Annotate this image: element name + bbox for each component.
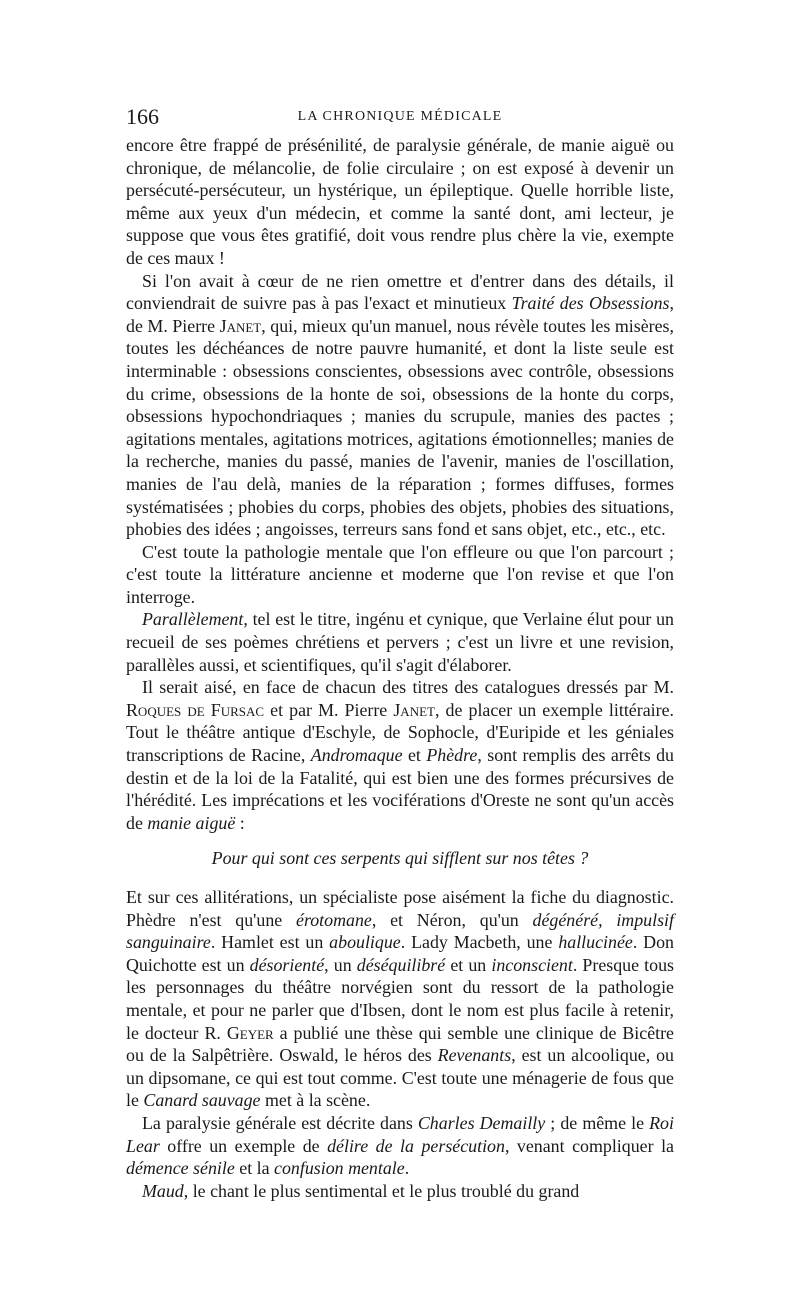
text-run: , de placer un exemple littéraire. Tout le théâtre antique d'Eschyle, de Sophocle, d'Euripide et les géniales transcriptions de Racine, xyxy=(126,699,674,766)
text-run: La paralysie générale est décrite dans xyxy=(142,1112,418,1133)
italic-run: manie aiguë xyxy=(147,812,236,833)
italic-run: Parallèlement xyxy=(142,609,244,630)
text-run: a publié une thèse qui semble une clinique de Bicêtre ou de la Salpêtrière. Oswald, le héros des xyxy=(126,1022,675,1066)
italic-run: Traité des Obsessions xyxy=(511,293,670,314)
small-caps-run: Janet xyxy=(393,699,435,720)
italic-run: Andromaque xyxy=(310,745,403,766)
italic-run: dégénéré, impulsif sanguinaire xyxy=(126,909,674,953)
italic-run: Phèdre xyxy=(426,745,478,766)
italic-run: démence sénile xyxy=(126,1158,235,1179)
text-run: . Don Quichotte est un xyxy=(126,932,674,975)
text-run: , un xyxy=(324,954,357,975)
text-run: et un xyxy=(445,954,492,975)
text-run: , est un alcoolique, ou un dipsomane, ce qui est tout comme. C'est toute une ménagerie de fous que le xyxy=(126,1045,674,1111)
running-title: LA CHRONIQUE MÉDICALE xyxy=(297,109,503,124)
text-run: et xyxy=(402,745,427,766)
text-run: Et sur ces allitérations, un spécialiste pose aisément la fiche du diagnostic. Phèdre n'est qu'une xyxy=(126,887,674,930)
paragraph-8 xyxy=(126,1180,674,1203)
text-run: , qui, mieux qu'un manuel, nous révèle toutes les misères, toutes les déchéances de notre pauvre humanité, et dont la liste seule est interminable : obsessions conscientes, obsessions avec contrôle, obsessions du crime, obsessions de la honte de soi, obsessions de la honte du corps, obsessions hypochondriaques ; manies du scrupule, manies des pactes ; agitations mentales, agitations motrices, agitations émotionnelles; manies de la recherche, manies du passé, manies de l'avenir, manies de l'oscillation, manies de l'au delà, manies de la réparation ; formes diffuses, formes systématisées ; phobies du corps, phobies des objets, phobies des situations, phobies des idées ; angoisses, terreurs sans fond et sans objet, etc., etc., etc. xyxy=(126,315,674,540)
text-run: encore être frappé de présénilité, de paralysie générale, de manie aiguë ou chronique, de mélancolie, de folie circulaire ; on est exposé à devenir un persécuté-persécuteur, un hystérique, un épileptique. Quelle horrible liste, même aux yeux d'un médecin, et comme la santé dont, ami lecteur, je suppose que vous êtes gratifié, doit vous rendre plus chère la vie, exempte de ces maux ! xyxy=(126,135,674,268)
italic-run: Maud xyxy=(142,1180,184,1201)
text-run: . Lady Macbeth, une xyxy=(400,932,559,953)
text-run: , de M. Pierre xyxy=(126,293,674,336)
text-run: ; de même le xyxy=(545,1112,650,1133)
italic-run: hallucinée xyxy=(558,932,633,953)
text-run: : xyxy=(235,812,245,833)
text-run: , tel est le titre, ingénu et cynique, que Verlaine élut pour un recueil de ses poèmes chrétiens et pervers ; c'est un livre et une revision, parallèles aussi, et scientifiques, qu'il s'agit d'élaborer. xyxy=(126,609,674,675)
text-run: . Hamlet est un xyxy=(210,932,330,953)
paragraph-5 xyxy=(126,676,674,834)
body-text xyxy=(126,134,674,1202)
quote-line: Pour qui sont ces serpents qui sifflent sur nos têtes ? xyxy=(211,848,589,869)
text-run: Si l'on avait à cœur de ne rien omettre et d'entrer dans des détails, il conviendrait de suivre pas à pas l'exact et minutieux xyxy=(126,270,674,314)
italic-run: délire de la persécution xyxy=(327,1135,505,1156)
small-caps-run: Janet xyxy=(219,315,262,336)
italic-run: aboulique xyxy=(329,932,401,953)
italic-run: Revenants xyxy=(437,1045,512,1066)
paragraph-6 xyxy=(126,886,674,1112)
italic-run: Canard sauvage xyxy=(143,1090,261,1111)
italic-run: déséquilibré xyxy=(356,954,446,975)
text-run: et par M. Pierre xyxy=(264,699,394,720)
paragraph-4 xyxy=(126,608,674,676)
text-run: , et Néron, qu'un xyxy=(371,909,533,930)
italic-run: désorienté xyxy=(249,954,325,975)
paragraph-1 xyxy=(126,134,674,270)
italic-run: érotomane xyxy=(296,909,372,930)
italic-run: confusion mentale xyxy=(274,1158,405,1179)
text-run: offre un exemple de xyxy=(159,1135,328,1156)
paragraph-7 xyxy=(126,1112,674,1180)
italic-run: inconscient xyxy=(491,954,573,975)
text-run: . Presque tous les personnages du théâtre norvégien sont du ressort de la pathologie mentale, et pour ne parler que d'Ibsen, dont le nom est plus facile à retenir, le docteur R. xyxy=(126,954,674,1043)
paragraph-2 xyxy=(126,270,674,541)
text-run: , sont remplis des arrêts du destin et de la loi de la Fatalité, qui est bien une des formes précursives de l'hérédité. Les imprécations et les vociférations d'Oreste ne sont qu'un accès de xyxy=(126,745,675,833)
text-run: C'est toute la pathologie mentale que l'on effleure ou que l'on parcourt ; c'est toute la littérature ancienne et moderne que l'on revise et que l'on interroge. xyxy=(126,541,674,607)
text-run: , le chant le plus sentimental et le plus troublé du grand xyxy=(183,1180,580,1201)
small-caps-run: Roques de Fursac xyxy=(126,699,265,720)
italic-run: Charles Demailly xyxy=(417,1112,546,1133)
page-header xyxy=(126,104,674,130)
text-run: et la xyxy=(234,1158,275,1179)
text-run: Il serait aisé, en face de chacun des titres des catalogues dressés par M. xyxy=(142,677,674,698)
text-run: met à la scène. xyxy=(260,1090,371,1111)
text-run: . xyxy=(404,1158,410,1179)
text-run: , venant compliquer la xyxy=(504,1135,674,1156)
paragraph-3 xyxy=(126,541,674,609)
italic-run: Roi Lear xyxy=(126,1112,674,1156)
small-caps-run: Geyer xyxy=(226,1022,274,1043)
page-number: 166 xyxy=(126,104,159,129)
